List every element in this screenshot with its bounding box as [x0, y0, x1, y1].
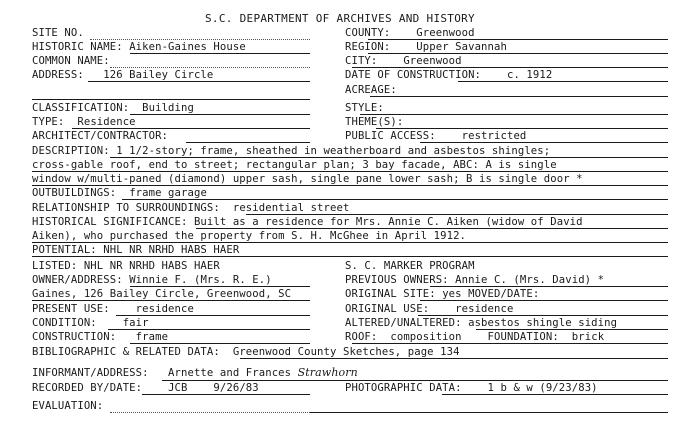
photographic-line	[442, 394, 668, 395]
label-original-use: ORIGINAL USE: residence	[345, 303, 514, 315]
evaluation-line	[310, 412, 668, 413]
label-evaluation: EVALUATION:	[32, 400, 104, 412]
row-listed	[32, 259, 676, 273]
description-line-1: DESCRIPTION: 1 1/2-story; frame, sheathed in weatherboard and asbestos shingles;	[32, 145, 551, 157]
row-relationship	[32, 201, 676, 215]
original-site-line	[420, 300, 668, 301]
label-owner: OWNER/ADDRESS: Winnie F. (Mrs. R. E.)	[32, 274, 272, 286]
value-photographic: 1 b & w (9/23/83)	[487, 382, 598, 394]
acreage-line	[370, 96, 668, 97]
value-original-use: residence	[455, 303, 514, 315]
value-recorded-by: JCB	[168, 382, 188, 394]
date-construction-line	[458, 81, 668, 82]
architect-line	[186, 142, 310, 143]
value-region: Upper Savannah	[416, 41, 507, 53]
label-style: STYLE:	[345, 102, 384, 114]
value-address: 126 Bailey Circle	[103, 69, 214, 81]
label-listed: LISTED: NHL NR NRHD HABS HAER	[32, 260, 220, 272]
label-outbuildings: OUTBUILDINGS:	[32, 187, 117, 199]
label-marker-program: S. C. MARKER PROGRAM	[345, 260, 475, 272]
label-recorded: RECORDED BY/DATE: JCB 9/26/83	[32, 382, 259, 394]
address-line	[88, 81, 310, 82]
value-roof: composition	[390, 331, 462, 343]
owner-address-line	[32, 300, 310, 301]
label-date-construction: DATE OF CONSTRUCTION: c. 1912	[345, 69, 553, 81]
row-common-city	[32, 54, 676, 68]
significance-line-1: HISTORICAL SIGNIFICANCE: Built as a residence for Mrs. Annie C. Aiken (widow of David	[32, 216, 583, 228]
value-relationship: residential street	[232, 202, 350, 214]
value-construction: frame	[135, 331, 169, 343]
label-common-name: COMMON NAME:	[32, 55, 110, 67]
row-present-original-use	[32, 302, 676, 316]
label-public-access: PUBLIC ACCESS: restricted	[345, 130, 527, 142]
value-county: Greenwood	[416, 27, 475, 39]
row-acreage	[32, 83, 676, 97]
value-foundation: brick	[571, 331, 605, 343]
value-original-site: yes MOVED/DATE:	[442, 288, 540, 300]
value-informant: Arnette and Frances	[168, 367, 292, 379]
row-recorded-photo	[32, 381, 676, 395]
recorded-line	[142, 394, 310, 395]
row-classification-style	[32, 101, 676, 115]
row-historic-region	[32, 40, 676, 54]
row-bibliographic	[32, 345, 676, 359]
value-city: Greenwood	[403, 55, 462, 67]
significance-line-2: Aiken), who purchased the property from S. H. McGhee in April 1912.	[32, 230, 467, 242]
value-condition: fair	[122, 317, 149, 329]
potential-rule	[32, 256, 668, 257]
label-address: ADDRESS: 126 Bailey Circle	[32, 69, 214, 81]
bibliographic-line	[240, 358, 668, 359]
value-altered: asbestos shingle siding	[468, 317, 618, 329]
row-owner-previous	[32, 273, 676, 287]
value-date-construction: c. 1912	[506, 69, 553, 81]
row-architect-access	[32, 129, 676, 143]
row-evaluation	[32, 399, 676, 413]
value-classification: Building	[142, 102, 194, 114]
label-condition: CONDITION: fair	[32, 317, 149, 329]
value-informant-handwritten: Strawhorn	[297, 366, 358, 379]
value-public-access: restricted	[461, 130, 527, 142]
label-present-use: PRESENT USE: residence	[32, 303, 194, 315]
label-historic-name: HISTORIC NAME: Aiken-Gaines House	[32, 41, 246, 53]
row-type-theme	[32, 115, 676, 129]
row-potential: POTENTIAL: NHL NR NRHD HABS HAER	[32, 244, 240, 256]
value-type: Residence	[77, 116, 136, 128]
form-title: S.C. DEPARTMENT OF ARCHIVES AND HISTORY	[205, 12, 475, 25]
row-site-county	[32, 26, 676, 40]
label-relationship: RELATIONSHIP TO SURROUNDINGS:	[32, 202, 220, 214]
section-divider	[32, 99, 310, 100]
value-historic-name: Aiken-Gaines House	[129, 41, 246, 53]
row-condition-altered	[32, 316, 676, 330]
label-type: TYPE: Residence	[32, 116, 136, 128]
evaluation-dotted-line	[110, 412, 310, 413]
label-construction: CONSTRUCTION: frame	[32, 331, 169, 343]
label-altered: ALTERED/UNALTERED: asbestos shingle siding	[345, 317, 618, 329]
label-region: REGION: Upper Savannah	[345, 41, 507, 53]
label-classification: CLASSIFICATION: Building	[32, 102, 194, 114]
row-outbuildings	[32, 186, 676, 200]
label-bibliographic: BIBLIOGRAPHIC & RELATED DATA:	[32, 346, 220, 358]
label-acreage: ACREAGE:	[345, 84, 397, 96]
value-owner: Winnie F. (Mrs. R. E.)	[129, 274, 272, 286]
row-address-date	[32, 68, 676, 82]
row-owner-addr-site	[32, 287, 676, 301]
label-informant: INFORMANT/ADDRESS:	[32, 367, 149, 379]
construction-line	[130, 343, 310, 344]
value-recorded-date: 9/26/83	[213, 382, 259, 394]
value-present-use: residence	[135, 303, 194, 315]
label-roof: ROOF: composition FOUNDATION: brick	[345, 331, 605, 343]
label-city: CITY: Greenwood	[345, 55, 462, 67]
row-informant	[32, 366, 676, 380]
label-previous-owners: PREVIOUS OWNERS: Annie C. (Mrs. David) *	[345, 274, 605, 286]
value-outbuildings: frame garage	[129, 187, 207, 199]
outbuildings-line	[122, 199, 668, 200]
description-line-3: window w/multi-paned (diamond) upper sash, single pane lower sash; B is single door *	[32, 173, 583, 185]
label-theme: THEME(S):	[345, 116, 404, 128]
label-county: COUNTY: Greenwood	[345, 27, 475, 39]
roof-line	[352, 343, 668, 344]
public-access-line	[420, 142, 668, 143]
value-bibliographic: Greenwood County Sketches, page 134	[232, 346, 460, 358]
label-photographic: PHOTOGRAPHIC DATA: 1 b & w (9/23/83)	[345, 382, 598, 394]
value-owner-address: Gaines, 126 Bailey Circle, Greenwood, SC	[32, 288, 292, 300]
label-original-site: ORIGINAL SITE: yes MOVED/DATE:	[345, 288, 540, 300]
label-architect: ARCHITECT/CONTRACTOR:	[32, 130, 169, 142]
label-site-no: SITE NO.	[32, 27, 84, 39]
row-construction-roof	[32, 330, 676, 344]
description-line-2: cross-gable roof, end to street; rectangular plan; 3 bay facade, ABC: A is single	[32, 159, 557, 171]
label-foundation: FOUNDATION:	[487, 331, 559, 343]
